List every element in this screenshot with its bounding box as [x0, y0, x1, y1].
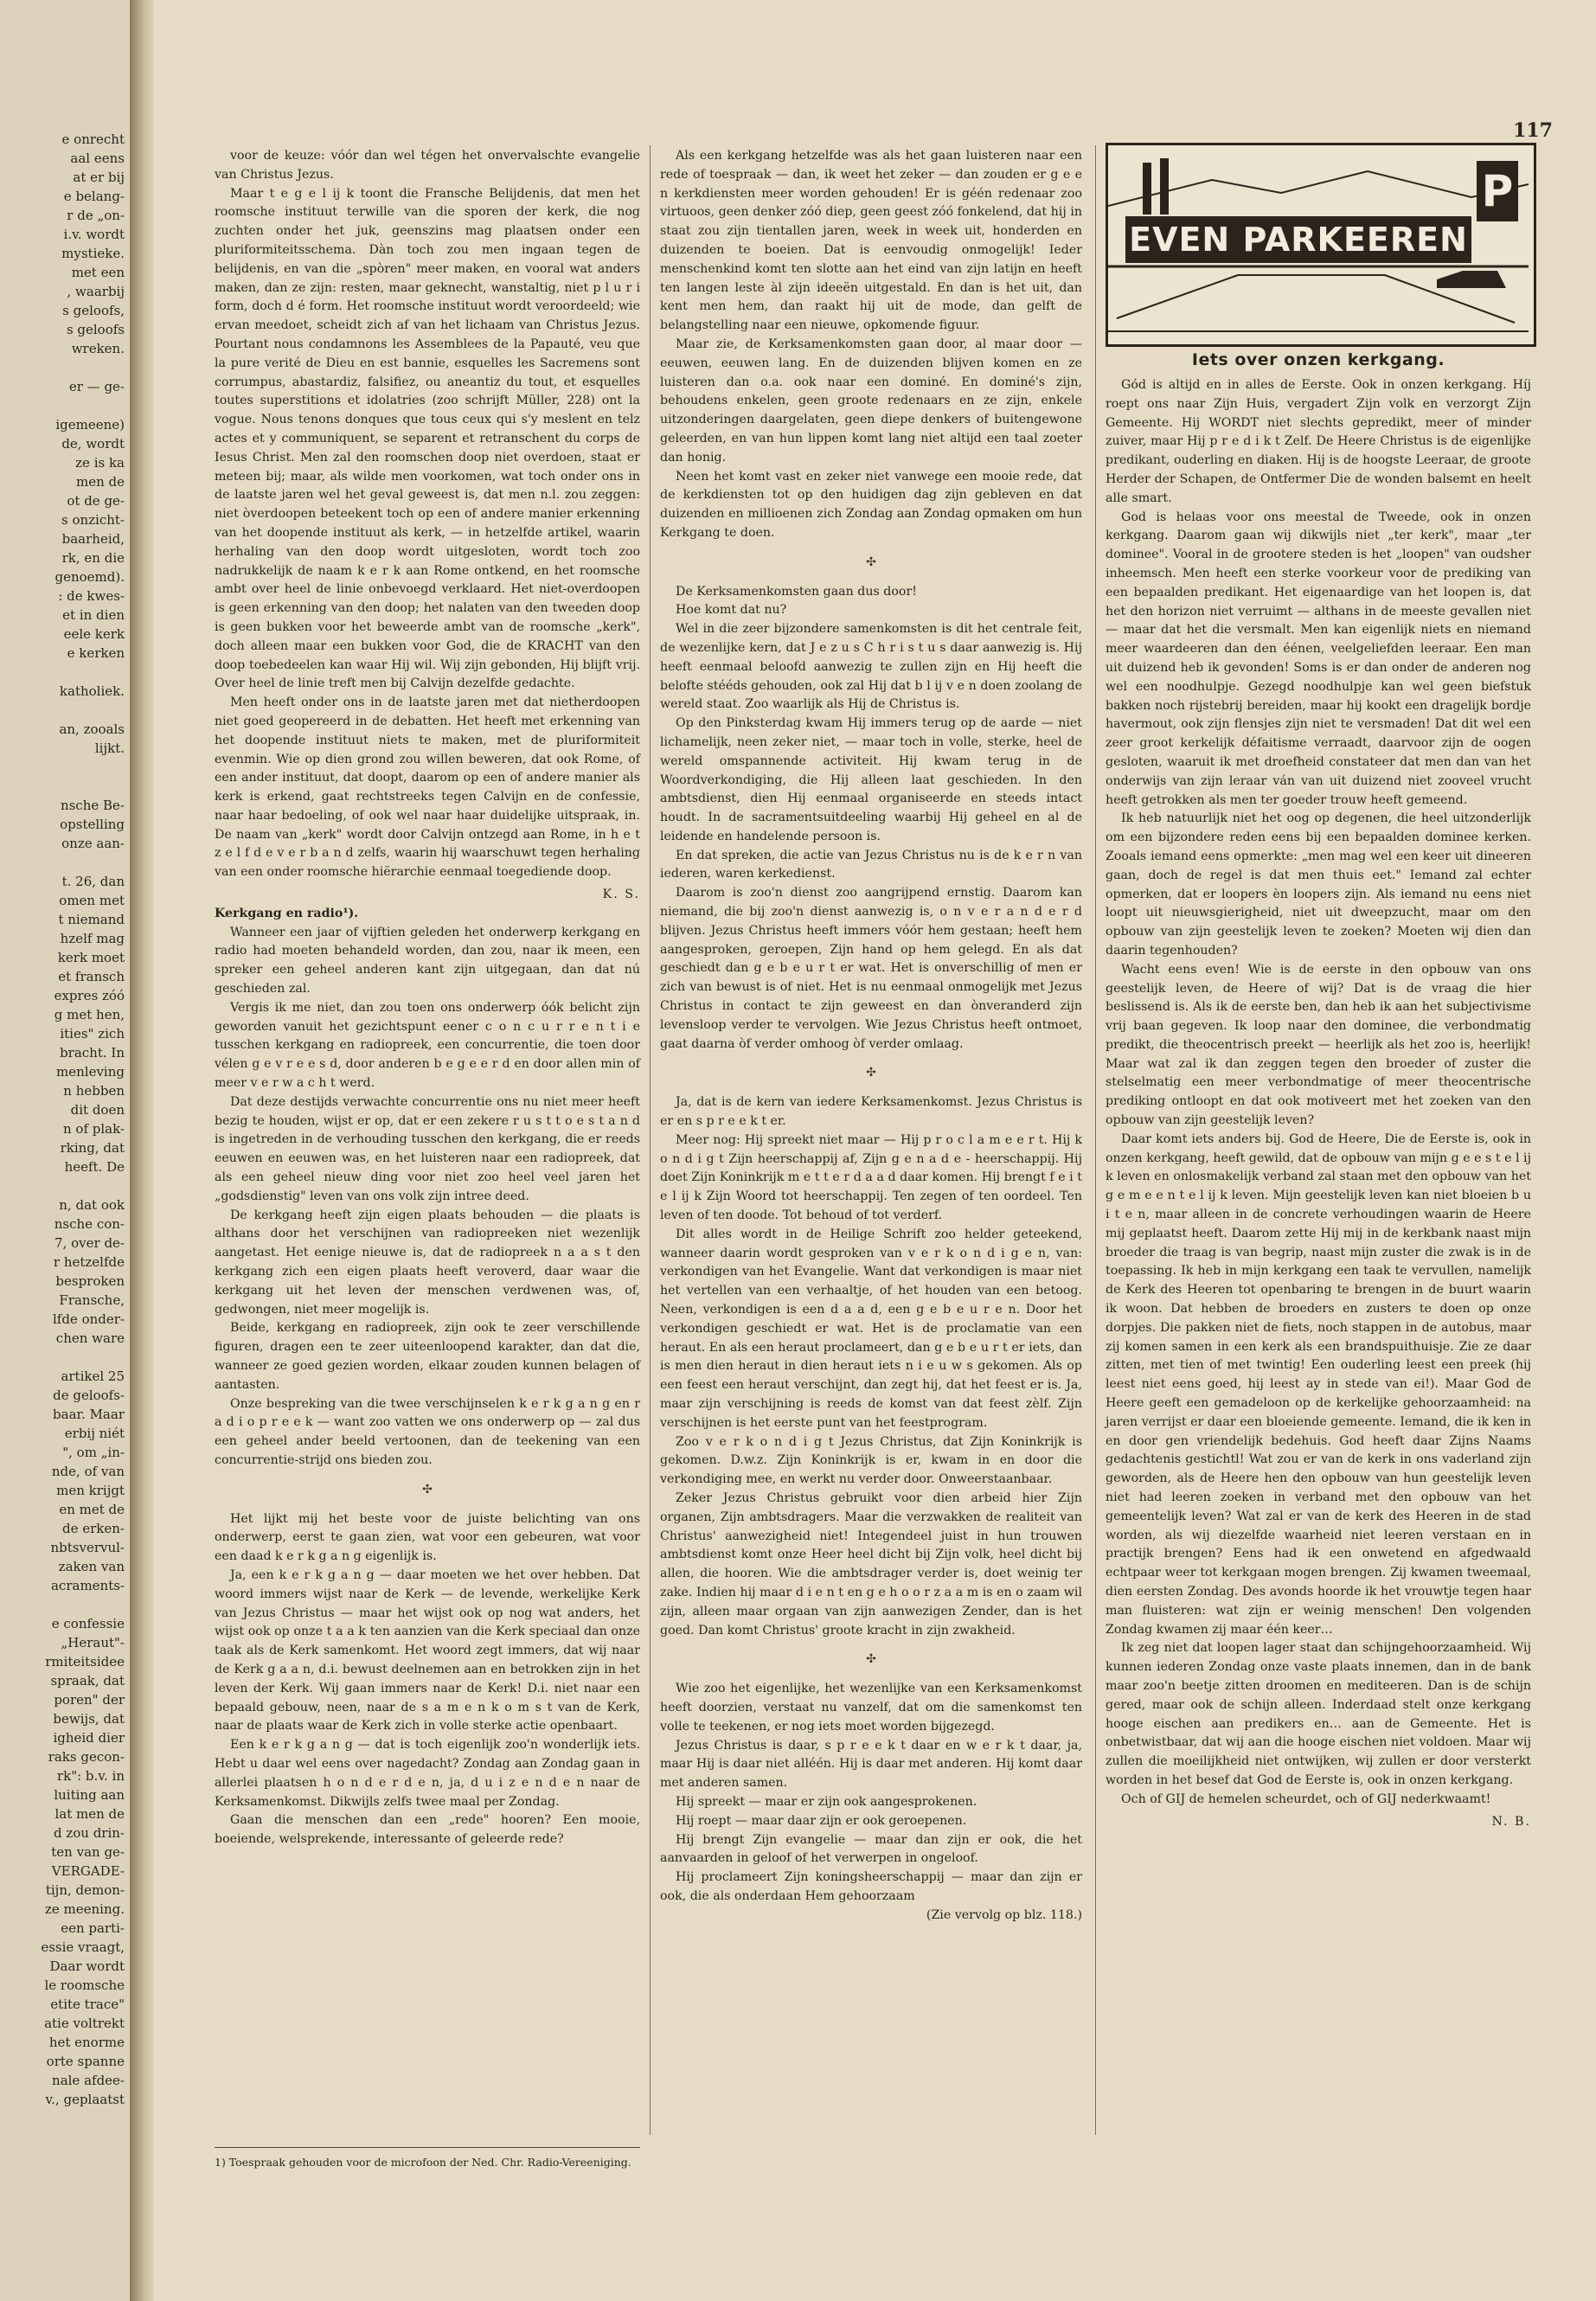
left-page-line: e kerken [67, 645, 125, 661]
column-2-paragraphs-4 [660, 1680, 1082, 1907]
left-page-line: rking, dat [60, 1140, 125, 1156]
left-page-line: aal eens [70, 151, 125, 166]
left-page-line: zaken van [58, 1559, 125, 1574]
left-page-line: s onzicht- [61, 512, 125, 528]
left-page-line: VERGADE- [51, 1863, 125, 1879]
left-page-line: poren" der [54, 1692, 125, 1708]
paragraph: Hoe komt dat nu? [676, 603, 787, 618]
left-page-line: katholiek. [59, 683, 125, 699]
column-3-paragraphs [1106, 376, 1531, 1810]
left-page-line: etite trace" [50, 1997, 125, 2012]
column-2-paragraphs-3 [660, 1093, 1082, 1640]
paragraph: Beide, kerkgang en radiopreek, zijn ook te zeer verschillende figuren, dragen een te zeer uiteenloopend karakter, dan dat die, wanneer ze goed gezien worden, elkaar zouden kunnen belagen of aantasten. [215, 1321, 640, 1392]
column-3 [1106, 376, 1531, 1831]
page-number: 117 [1513, 119, 1553, 142]
left-page-line: n, dat ook [59, 1197, 125, 1213]
left-page-line [3, 758, 125, 777]
left-page-line: le roomsche [44, 1977, 125, 1993]
left-page-line: raks gecon- [48, 1749, 125, 1765]
left-page-line: et in dien [62, 607, 125, 623]
left-page-line: heeft. De [64, 1159, 125, 1175]
left-page-line: omen met [59, 893, 125, 908]
left-page-line: rk": b.v. in [56, 1768, 125, 1784]
paragraph: Vergis ik me niet, dan zou toen ons onderwerp óók belicht zijn geworden vanuit het gezichtspunt eener c o n c u r r e n t i e tusschen kerkgang en radiopreek, een concurrentie, die toen door vélen g e v r e e s d, door anderen b e g e e r d en door allen min of meer v e r w a c h t werd. [215, 1000, 640, 1091]
paragraph: Een k e r k g a n g — dat is toch eigenlijk zoo'n wonderlijk iets. Hebt u daar wel eens over nagedacht? Zondag aan Zondag gaan in allerlei plaatsen h o n d e r d e n, ja, d u i z e n d e n naar de Kerksamenkomst. Dikwijls zelfs twee maal per Zondag. [215, 1738, 640, 1809]
left-page-line: g met hen, [54, 1007, 125, 1022]
left-page-line [3, 1595, 125, 1614]
footnote: 1) Toespraak gehouden voor de microfoon der Ned. Chr. Radio-Vereeniging. [215, 2147, 640, 2170]
left-page-line: wreken. [71, 341, 125, 356]
left-page-line: er — ge- [68, 379, 125, 394]
continuation-note: (Zie vervolg op blz. 118.) [926, 1907, 1082, 1922]
paragraph: Ik zeg niet dat loopen lager staat dan schijngehoorzaamheid. Wij kunnen iederen Zondag onze vaste plaats innemen, dan in de bank maar zoo'n beetje zitten droomen en mediteeren. Dan is de schijn gered, maar ook de schijn alleen. Inderdaad stelt onze kerkgang hooge eischen aan predikers en… aan de Gemeente. Het is onbetwistbaar, dat wij aan die hooge eischen niet voldoen. Maar wij zullen die moeilijkheid niet ontwijken, wij zullen er door versterkt worden in het besef dat God de Eerste is, ook in onzen kerkgang. [1106, 1641, 1531, 1787]
left-page-line: ities" zich [60, 1026, 125, 1042]
paragraph: voor de keuze: vóór dan wel tégen het onvervalschte evangelie van Christus Jezus. [215, 149, 640, 182]
left-page-line: erbij niét [64, 1426, 125, 1441]
left-page-line: lijkt. [94, 740, 125, 756]
article-title: Iets over onzen kerkgang. [1191, 350, 1445, 369]
left-page-line: een parti- [61, 1920, 125, 1936]
left-page-line: nsche Be- [60, 798, 125, 813]
left-page-fragment [0, 0, 130, 2301]
right-page [154, 0, 1596, 2301]
paragraph: Ja, een k e r k g a n g — daar moeten we het over hebben. Dat woord immers wijst naar de Kerk — de levende, werkelijke Kerk van Jezus Christus — maar het wijst ook op nog wat anders, het wijst ook op onze t a a k ten aanzien van die Kerk speciaal dan onze taak als de Kerk samenkomt. Het woord zegt immers, dat wij naar de Kerk g a a n, d.i. bewust deelnemen aan en betrokken zijn in het leven der Kerk. Wij gaan immers naar de Kerk! D.i. niet naar een bepaald gebouw, neen, naar de s a m e n k o m s t van de Kerk, naar de plaats waar de Kerk zich in volle sterke actie openbaart. [215, 1567, 640, 1734]
paragraph: Hij proclameert Zijn koningsheerschappij — maar dan zijn er ook, die als onderdaan Hem gehoorzaam [660, 1870, 1082, 1903]
left-page-line: artikel 25 [61, 1368, 125, 1384]
left-page-line: acraments- [50, 1578, 125, 1593]
left-page-line: genoemd). [54, 569, 125, 585]
paragraph: Daarom is zoo'n dienst zoo aangrijpend ernstig. Daarom kan niemand, die bij zoo'n dienst aanwezig is, o n v e r a n d e r d blijven. Jezus Christus heeft immers vóór hem gestaan; heeft hem aangesproken, geroepen, Zijn hand op hem gelegd. En als dat geschiedt dan g e b e u r t er wat. Het is onverschillig of men er zich van bewust is of niet. Het is nu eenmaal onmogelijk met Jezus Christus in contact te zijn geweest en dan ònveranderd zijn levensloop verder te vervolgen. Wie Jezus Christus heeft ontmoet, gaat daarna òf verder omhoog òf verder omlaag. [660, 886, 1082, 1051]
left-page-line: het enorme [48, 2035, 125, 2050]
paragraph: Hij brengt Zijn evangelie — maar dan zijn er ook, die het aanvaarden in geloof of het verwerpen in ongeloof. [660, 1832, 1082, 1866]
left-page-line: rmiteitsidee [45, 1654, 125, 1670]
left-page-line: dit doen [70, 1102, 125, 1118]
left-page-line: met een [71, 265, 125, 280]
left-page-text [3, 130, 125, 2109]
left-page-line: nde, of van [51, 1464, 125, 1479]
left-page-line: igheid dier [53, 1730, 125, 1746]
left-page-line: mystieke. [61, 246, 125, 261]
left-page-line: , waarbij [67, 284, 125, 299]
left-page-line: an, zooals [59, 721, 125, 737]
left-page-line: de erken- [62, 1521, 125, 1536]
column-1-paragraphs [215, 147, 640, 882]
paragraph: Het lijkt mij het beste voor de juiste belichting van ons onderwerp, eerst te gaan zien, wat voor een gebeuren, wat voor een daad k e r k g a n g eigenlijk is. [215, 1511, 640, 1564]
left-page-line: nbtsvervul- [50, 1540, 125, 1555]
left-page-line: i.v. wordt [63, 227, 125, 242]
parking-sign-icon: P [1477, 161, 1518, 221]
paragraph: Wacht eens even! Wie is de eerste in den opbouw van ons geestelijk leven, de Heere of wij? Dat is de vraag die hier beslissend is. Als ik de eerste ben, dan heb ik aan het subjectivisme vrij baan gegeven. Ik loop naar den dominee, die verbondmatig predikt, die theocentrisch preekt — heerlijk als het zoo is, heerlijk! Maar wat zal ik dan zeggen tegen den broeder of zuster die stelselmatig een meer verbondmatige of meer theocentrische prediking ontloopt en dat ook motiveert met het zoeken van den opbouw van zijn geestelijk leven? [1106, 962, 1531, 1128]
left-page-line: de, wordt [61, 436, 125, 452]
left-page-line: ze is ka [75, 455, 125, 471]
paragraph: Gaan die menschen dan een „rede" hooren? Een mooie, boeiende, welsprekende, interessante of geleerde rede? [215, 1813, 640, 1847]
left-page-line [3, 777, 125, 796]
paragraph: Maar zie, de Kerksamenkomsten gaan door, al maar door — eeuwen, eeuwen lang. En de duizenden blijven komen en ze luisteren dan o.a. ook naar een dominé. En dominé's zijn, behoudens enkelen, geen groote redenaars en ze zijn, enkele uitzonderingen daargelaten, geen diepe denkers of buitengewone geleerden, en van hun lippen komt lang niet altijd een taal zoeter dan honig. [660, 336, 1082, 465]
left-page-line: r de „on- [67, 208, 125, 223]
left-page-line: s geloofs [66, 322, 125, 337]
section-divider-star-icon: ✣ [422, 1482, 433, 1497]
left-page-line: rk, en die [61, 550, 125, 566]
paragraph: Hij roept — maar daar zijn er ook geroepenen. [676, 1813, 967, 1828]
left-page-line [3, 1348, 125, 1367]
left-page-line: lfde onder- [52, 1311, 125, 1327]
paragraph: Wanneer een jaar of vijftien geleden het onderwerp kerkgang en radio had moeten behandeld worden, dan zou, naar ik meen, een spreker een geheel anderen kant zijn uitgegaan, dan dat nú geschieden zal. [215, 925, 640, 997]
paragraph: Neen het komt vast en zeker niet vanwege een mooie rede, dat de kerkdiensten tot op den huidigen dag zijn gebleven en dat duizenden en millioenen zich Zondag aan Zondag opmaken om hun Kerkgang te doen. [660, 469, 1082, 540]
left-page-line [3, 1176, 125, 1195]
column-rule [650, 145, 651, 2135]
left-page-line: igemeene) [55, 417, 125, 433]
left-page-line: v., geplaatst [45, 2092, 125, 2107]
section-divider-star-icon: ✣ [866, 554, 876, 569]
left-page-line: e confessie [51, 1616, 125, 1631]
paragraph: En dat spreken, die actie van Jezus Christus nu is de k e r n van iederen, waren kerkedienst. [660, 848, 1082, 881]
left-page-line: opstelling [60, 817, 125, 832]
left-page-line [3, 396, 125, 415]
left-page-line: „Heraut"- [61, 1635, 125, 1650]
left-page-line: orte spanne [46, 2054, 125, 2069]
section-heading: Kerkgang en radio¹). [215, 906, 359, 920]
left-page-line: expres zóó [54, 988, 125, 1003]
even-parkeeren-banner [1106, 143, 1536, 347]
left-page-line: bracht. In [60, 1045, 125, 1061]
left-page-line [3, 663, 125, 682]
left-page-line: men krijgt [56, 1483, 125, 1498]
left-page-line: 7, over de- [54, 1235, 125, 1251]
left-page-line: at er bij [73, 170, 125, 185]
left-page-line: bewijs, dat [53, 1711, 125, 1727]
left-page-line: nsche con- [54, 1216, 125, 1232]
paragraph: Dat deze destijds verwachte concurrentie ons nu niet meer heeft bezig te houden, wijst er op, dat er een zekere r u s t t o e s t a n d is ingetreden in de verhouding tusschen den kerkgang, die er reeds eeuwen en eeuwen was, en het luisteren naar een radiopreek, dat als een geheel nieuw ding voor niet zoo heel veel jaren het „godsdienstig" leven van ons volk zijn intree deed. [215, 1094, 640, 1203]
left-page-line [3, 853, 125, 872]
left-page-line: menleving [56, 1064, 125, 1080]
paragraph: De Kerksamenkomsten gaan dus door! [676, 584, 917, 599]
paragraph: Meer nog: Hij spreekt niet maar — Hij p r o c l a m e e r t. Hij k o n d i g t Zijn heerschappij af, Zijn g e n a d e - heerschappij. Hij doet Zijn Koninkrijk m e t t e r d a a d daar komen. Hij brengt f e i t e l ij k Zijn Woord tot heerschappij. Ten zegen of ten oordeel. Ten leven of ten doode. Tot behoud of tot verderf. [660, 1132, 1082, 1223]
paragraph: Wie zoo het eigenlijke, het wezenlijke van een Kerksamenkomst heeft doorzien, verstaat nu vanzelf, dat om die samenkomst ten volle te teekenen, er nog iets moet worden bijgezegd. [660, 1682, 1082, 1734]
left-page-line: n of plak- [62, 1121, 125, 1137]
column-1-paragraphs-3 [215, 1510, 640, 1849]
paragraph: Wel in die zeer bijzondere samenkomsten is dit het centrale feit, de wezenlijke kern, dat J e z u s C h r i s t u s daar aanwezig is. Hij heeft eenmaal beloofd aanwezig te zullen zijn en Hij heeft die belofte stééds gehouden, ook zal Hij dat b l ij v e n doen zoolang de wereld staat. Zoo waarlijk als Hij de Christus is. [660, 622, 1082, 712]
left-page-line: e belang- [63, 189, 125, 204]
paragraph: Daar komt iets anders bij. God de Heere, Die de Eerste is, ook in onzen kerkgang, heeft gewild, dat de opbouw van mijn g e e s t e l ij k leven en onlosmakelijk verband zal staan met den opbouw van het g e m e e n t e l ij k leven. Mijn geestelijk leven kan niet bloeien b u i t e n, maar alleen in de concrete verhoudingen waarin de Heere mij geplaatst heeft. Daarom zette Hij mij in de kerkbank naast mijn broeder die traag is van begrip, naast mijn zuster die zwak is in de toepassing. Ik heb in mijn kerkgang een taak te vervullen, namelijk de Kerk des Heeren tot openbaring te brengen in de buurt waarin ik woon. Dat hebben de broeders en zusters te doen op onze dorpjes. Die pakken niet de fiets, noch stappen in de autobus, maar zij komen samen in een kerk als een brandspuithuisje. Zie ze daar zitten, met tien of met twintig! Een ouderling leest een preek (hij leest niet eens goed, hij leest ay in stede van ei!). Maar God de Heere geeft een gemadeloon op de kerkelijke gehoorzaamheid: na jaren verrijst er daar een bloeiende gemeente. Iemand, die ik ken in en door gen vriendelijk bedehuis. God heeft daar Zijns Naams gedachtenis gestichtl! Wat zou er van de kerk in ons vaderland zijn geworden, als de Heere hen den opbouw van hun geestelijk leven niet had leeren zoeken in verband met den opbouw van het gemeentelijk leven? Wat zal er van de kerk des Heeren in de stad worden, als wij diezelfde waarheid niet leeren verstaan en in practijk brengen? Eens had ik een onwetend en afgedwaald echtpaar weer tot kerkgaan mogen brengen. Zij kwamen tweemaal, dien eersten Zondag. Des avonds hoorde ik het vrouwtje tegen haar man fluisteren: wat zijn er weinig menschen! Den volgenden Zondag kwamen zij maar één keer… [1106, 1131, 1531, 1637]
left-page-line: luiting aan [54, 1787, 125, 1803]
paragraph: Dit alles wordt in de Heilige Schrift zoo helder geteekend, wanneer daarin wordt gesproken van v e r k o n d i g e n, van: verkondigen van het Evangelie. Want dat verkondigen is maar niet het vertellen van een verhaaltje, of het houden van een betoog. Neen, verkondigen is een d a a d, een g e b e u r e n. Door het verkondigen geschiedt er wat. Het is de proclamatie van een heraut. En als een heraut proclameert, dan g e b e u r t er iets, dan is men dien heraut in dien heraut iets n i e u w s gekomen. Als op een feest een heraut verschijnt, dan zegt hij, dat het feest er is. Ja, maar zijn verschijning is reeds de komst van dat feest zèlf. Zijn verschijnen is het eerste punt van het feestprogram. [660, 1227, 1082, 1430]
column-2-paragraphs-2 [660, 583, 1082, 1054]
left-page-line: e onrecht [61, 131, 125, 147]
signature-ks: K. S. [602, 888, 640, 902]
left-page-line: eele kerk [63, 626, 125, 642]
paragraph: Ik heb natuurlijk niet het oog op degenen, die heel uitzonderlijk om een bijzondere reden eens bij een bepaalden dominee kerken. Zooals iemand eens opmerkte: „men mag wel een keer uit dineeren gaan, doch de regel is dat men thuis eet." Iemand zal echter opmerken, dat er loopers èn loopers zijn. Als iemand nu eens niet loopt uit nieuwsgierigheid, niet uit dweepzucht, maar om den opbouw van zijn geestelijk leven te zoeken? Moeten wij dien dan daarin tegenhouden? [1106, 811, 1531, 958]
section-divider-star-icon: ✣ [866, 1652, 876, 1667]
left-page-line: baarheid, [61, 531, 125, 547]
left-page-line: Fransche, [59, 1292, 125, 1308]
column-1-paragraphs-2 [215, 924, 640, 1471]
left-page-line: : de kwes- [58, 588, 125, 604]
left-page-line: Daar wordt [49, 1958, 125, 1974]
left-page-line: ot de ge- [67, 493, 125, 509]
left-page-line: baar. Maar [53, 1407, 125, 1422]
paragraph: Gód is altijd en in alles de Eerste. Ook in onzen kerkgang. Híj roept ons naar Zijn Huis, vergadert Zijn volk en verzorgt Zijn Gemeente. Hij WORDT niet slechts gepredikt, meer of minder zuiver, maar Hij p r e d i k t Zelf. De Heere Christus is de eigenlijke predikant, ouderling en diaken. Hij is de hoogste Leeraar, de groote Herder der Schapen, de Ontfermer Die de wonden balsemt en heelt alle smart. [1106, 378, 1531, 505]
left-page-line: hzelf mag [60, 931, 125, 946]
left-page-line: chen ware [55, 1330, 125, 1346]
left-page-line: besproken [55, 1273, 125, 1289]
paragraph: Men heeft onder ons in de laatste jaren met dat nietherdoopen niet goed geopereerd in de debatten. Het heeft met erkenning van het doopende instituut niets te maken, met de pluriformiteit evenmin. Wie op dien grond zou willen beweren, dat ook Rome, of een ander instituut, dat doopt, daarom op een of andere manier als kerk is erkend, gaat rechtstreeks tegen Calvijn en de confessie, naar haar bedoeling, of ook wel naar haar duidelijke uitspraak, in. De naam van „kerk" wordt door Calvijn ontzegd aan Rome, in h e t z e l f d e v e r b a n d zelfs, waarin hij waarschuwt tegen herhaling van een onder roomsche hiërarchie eenmaal toegediende doop. [215, 695, 640, 880]
paragraph: God is helaas voor ons meestal de Tweede, ook in onzen kerkgang. Daarom gaan wij dikwijls niet „ter kerk", maar „ter dominee". Vooral in de grootere steden is het „loopen" van oudsher inheemsch. Men heeft een sterke voorkeur voor de prediking van een bepaalden predikant. Het eigenaardige van het loopen is, dat het den horizon niet verruimt — althans in de meeste gevallen niet — maar dat het die versmalt. Men kan eigenlijk niets en niemand meer waardeeren dan den éénen, veelgeliefden leeraar. Een man uit duizend heb ik gevonden! Soms is er dan onder de anderen nog wel een noodhulpje. Gezegd noodhulpje kan wel geen biefstuk bakken noch rijstebrij bereiden, maar hij kookt een dragelijk bordje havermout, ook zijn flensjes zijn niet te versmaden! Dat dit wel een zeer groot kerkelijk défaitisme verraadt, daarvoor zijn de oogen gesloten, waaruit ik met droefheid constateer dat men dan van het onderwijs van zijn leraar ván van uit duizend niet zooveel vrucht heeft getrokken als men ter goeder trouw heeft gemeend. [1106, 510, 1531, 807]
paragraph: Ja, dat is de kern van iedere Kerksamenkomst. Jezus Christus is er en s p r e e k t er. [660, 1095, 1082, 1129]
left-page-line [3, 701, 125, 720]
left-page-line: nale afdee- [52, 2073, 125, 2088]
paragraph: Hij spreekt — maar er zijn ook aangesprokenen. [676, 1794, 977, 1809]
left-page-line: men de [75, 474, 125, 490]
paragraph: De kerkgang heeft zijn eigen plaats behouden — die plaats is althans door het verschijnen van radiopreeken niet wezenlijk aangetast. Het eenige nieuwe is, dat de radiopreek n a a s t den kerkgang zich een eigen plaats heeft veroverd, daar waar die kerkgang uit het leven der menschen verdwenen was, of, gedwongen, niet meer mogelijk is. [215, 1208, 640, 1317]
left-page-line: r hetzelfde [53, 1254, 125, 1270]
left-page-line: lat men de [54, 1806, 125, 1822]
left-page-line: kerk moet [57, 950, 125, 965]
book-gutter [130, 0, 154, 2301]
paragraph: Zoo v e r k o n d i g t Jezus Christus, dat Zijn Koninkrijk is gekomen. D.w.z. Zijn Koninkrijk is er, kwam in en door die verkondiging mee, en werkt nu verder door. Onweerstaanbaar. [660, 1434, 1082, 1487]
left-page-line: en met de [59, 1502, 125, 1517]
paragraph: Op den Pinksterdag kwam Hij immers terug op de aarde — niet lichamelijk, neen zeker niet, — maar toch in volle, sterke, heel de wereld omspannende activiteit. Hij kwam terug in de Woordverkondiging, die Hij alleen laat geschieden. In den ambtsdienst, dien Hij eenmaal organiseerde en steeds intact houdt. In de sacramentsuitdeeling waarbij Hij geheel en al de leidende en handelende persoon is. [660, 716, 1082, 843]
column-2-paragraphs [660, 147, 1082, 543]
paragraph: Maar t e g e l ij k toont die Fransche Belijdenis, dat men het roomsche instituut terwille van die sporen der kerk, die nog zuchten onder het juk, geenszins mag plaatsen onder een pluriformiteitsschema. Dàn toch zou men ingaan tegen de belijdenis, en van die „spòren" meer maken, en vooral wat anders maken, dan ze zijn: resten, maar geknecht, wanstaltig, niet p l u r i form, doch d é form. Het roomsche instituut wordt veroordeeld; wie ervan meedoet, scheidt zich af van het lichaam van Christus Jezus. Pourtant nous condamnons les Assemblees de la Papauté, veu que la pure verité de Dieu en est bannie, esquelles les Sacremens sont corrumpus, abastardiz, falsifiez, ou aneantiz du tout, et esquelles toutes superstitions et idolatries (zoo schrijft Müller, 228) ont la vogue. Nous tenons donques que tous ceux qui s'y meslent en telz actes et y communiquent, se separent et retranschent du corps de Iesus Christ. Men zal den roomschen doop niet overdoen, staat er meteen bij; maar, als wilde men voorkomen, wat toch onder ons in de laatste jaren wel het geval geweest is, dat men n.l. zou zeggen: niet òverdoopen beteekent toch op een of andere manier erkenning van het doopende instituut als kerk, — in hetzelfde artikel, waarin herhaling van den doop wordt uitgesloten, wordt toch zoo nadrukkelijk de naam k e r k aan Rome ontkend, en het roomsche ambt over heel de linie onbevoegd verklaard. Het niet-overdoopen is geen erkenning van den doop; het nalaten van den tweeden doop is geen bukken voor het beweerde ambt van de roomsche „kerk", doch alleen maar een bukken voor God, die de KRACHT van den doop toebedeelen kan waar Hij wil. Wij zijn gebonden, Hij blijft vrij. Over heel de linie treft men bij Calvijn dezelfde gedachte. [215, 186, 640, 691]
column-1 [215, 147, 640, 1849]
left-page-line: n hebben [63, 1083, 125, 1099]
paragraph: Zeker Jezus Christus gebruikt voor dien arbeid hier Zijn organen, Zijn ambtsdragers. Maar die verzwakken de realiteit van Christus' aanwezigheid niet! Integendeel juist in hun trouwen ambtsdienst komt onze Heer heel dicht bij Zijn volk, heel dicht bij allen, die hooren. Wie die ambtsdrager verder is, doet weinig ter zake. Indien hij maar d i e n t en g e h o o r z a a m is en o zaam wil zijn, alleen maar orgaan van zijn aanwezigen Zender, dan is het goed. Dan komt Christus' groote kracht in zijn zwakheid. [660, 1490, 1082, 1638]
left-page-line: et fransch [58, 969, 125, 984]
left-page-line: ten van ge- [51, 1844, 125, 1860]
banner-title: EVEN PARKEEREN [1125, 216, 1471, 263]
column-2 [660, 147, 1082, 1926]
left-page-line: ze meening. [44, 1901, 125, 1917]
left-page-line: t. 26, dan [61, 874, 125, 889]
left-page-line: onze aan- [61, 836, 125, 851]
left-page-line: s geloofs, [62, 303, 125, 318]
left-page-line: d zou drin- [53, 1825, 125, 1841]
left-page-line [3, 358, 125, 377]
left-page-line: essie vraagt, [41, 1939, 125, 1955]
paragraph: Och of GIJ de hemelen scheurdet, och of GIJ nederkwaamt! [1121, 1791, 1491, 1806]
left-page-line: atie voltrekt [44, 2016, 125, 2031]
signature-nb: N. B. [1491, 1814, 1531, 1829]
paragraph: Jezus Christus is daar, s p r e e k t daar en w e r k t daar, ja, maar Hij is daar niet alléén. Hij is daar met anderen. Hij komt daar met anderen samen. [660, 1738, 1082, 1791]
section-divider-star-icon: ✣ [866, 1066, 876, 1080]
paragraph: Onze bespreking van die twee verschijnselen k e r k g a n g en r a d i o p r e e k — want zoo vatten we ons onderwerp op — zal dus een geheel ander beeld vertoonen, dan de teekening van een concurrentie-strijd ons bieden zou. [215, 1396, 640, 1467]
column-rule [1095, 145, 1096, 2135]
left-page-line: tijn, demon- [45, 1882, 125, 1898]
left-page-line: t niemand [58, 912, 125, 927]
left-page-line: spraak, dat [50, 1673, 125, 1689]
left-page-line: ", om „in- [62, 1445, 125, 1460]
left-page-line: de geloofs- [53, 1388, 125, 1403]
paragraph: Als een kerkgang hetzelfde was als het gaan luisteren naar een rede of toespraak — dan, ik weet het zeker — dan zouden er g e e n kerkdiensten meer worden gehouden! Er is géén redenaar zoo virtuoos, geen denker zóó diep, geen geest zóó fonkelend, dat hij in staat zou zijn tientallen jaren, week in week uit, honderden en duizenden te boeien. Dat is eenvoudig onmogelijk! Ieder menschenkind komt ten slotte aan het eind van zijn latijn en heeft ten langen leste àl zijn ideeën uitgestald. En dan is het uit, dan kent men hem, dan raakt hij uit de mode, dan gelft de belangstelling naar een nieuwe, opkomende figuur. [660, 149, 1082, 333]
